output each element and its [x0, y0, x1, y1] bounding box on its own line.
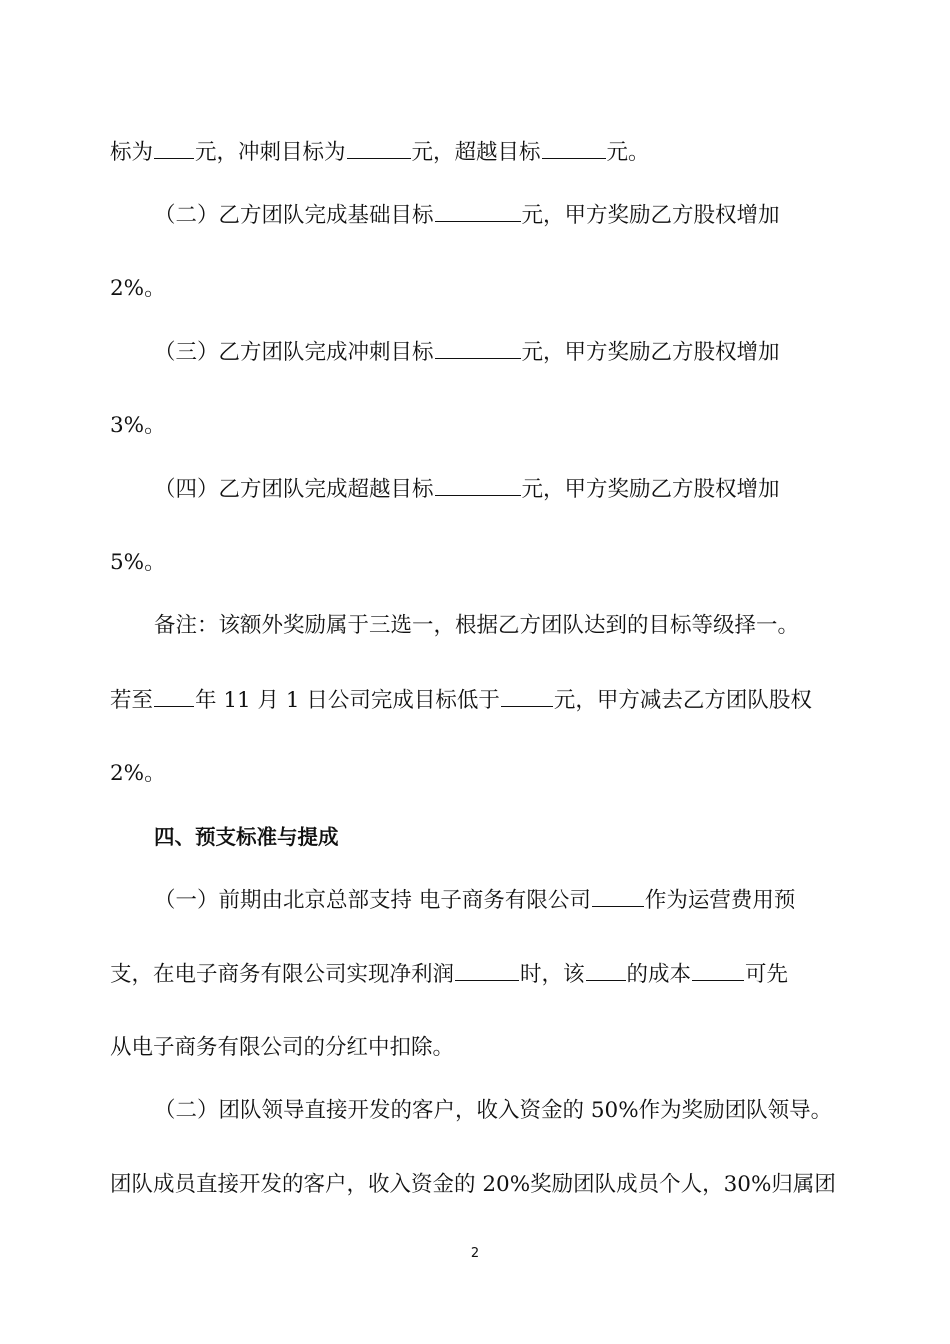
fill-blank — [586, 960, 626, 981]
text-line — [110, 686, 812, 715]
text: 的成本 — [626, 962, 692, 987]
text-line: 5%。 — [110, 550, 166, 575]
text: （四）乙方团队完成超越目标 — [154, 477, 434, 502]
text-line — [154, 475, 780, 504]
text-line: 3%。 — [110, 413, 166, 438]
text-line: 2%。 — [110, 276, 166, 301]
fill-blank — [501, 686, 553, 707]
fill-blank — [347, 138, 411, 159]
fill-blank — [154, 686, 194, 707]
text: （一）前期由北京总部支持 电子商务有限公司 — [154, 888, 591, 913]
text-line — [154, 338, 780, 367]
fill-blank — [435, 201, 521, 222]
fill-blank — [592, 886, 644, 907]
text: 可先 — [745, 962, 789, 987]
text: 元，冲刺目标为 — [195, 140, 346, 165]
text-line — [110, 138, 650, 167]
text: 作为运营费用预 — [644, 888, 796, 913]
fill-blank — [692, 960, 744, 981]
text: 元，超越目标 — [411, 140, 541, 165]
text: 年 11 月 1 日公司完成目标低于 — [195, 688, 500, 713]
fill-blank — [435, 475, 521, 496]
section-heading: 四、预支标准与提成 — [154, 825, 339, 849]
text: 标为 — [110, 140, 154, 165]
text: 支，在电子商务有限公司实现净利润 — [110, 962, 455, 987]
text: 元，甲方减去乙方团队股权 — [553, 688, 812, 713]
text-line — [110, 960, 788, 989]
text: 元，甲方奖励乙方股权增加 — [521, 340, 780, 365]
text: （二）乙方团队完成基础目标 — [154, 203, 434, 228]
text-line: （二）团队领导直接开发的客户，收入资金的 50%作为奖励团队领导。 — [154, 1098, 833, 1123]
page-number: 2 — [470, 1246, 480, 1261]
text: （三）乙方团队完成冲刺目标 — [154, 340, 434, 365]
text: 元。 — [606, 140, 650, 165]
text-line: 从电子商务有限公司的分红中扣除。 — [110, 1035, 455, 1060]
text: 元，甲方奖励乙方股权增加 — [521, 477, 780, 502]
text: 若至 — [110, 688, 154, 713]
text-line — [154, 886, 795, 915]
text: 元，甲方奖励乙方股权增加 — [521, 203, 780, 228]
text-line: 团队成员直接开发的客户，收入资金的 20%奖励团队成员个人，30%归属团 — [110, 1172, 836, 1197]
fill-blank — [154, 138, 194, 159]
text-line: 备注：该额外奖励属于三选一，根据乙方团队达到的目标等级择一。 — [154, 613, 800, 638]
fill-blank — [435, 338, 521, 359]
text-line — [154, 201, 780, 230]
text-line: 2%。 — [110, 761, 166, 786]
text: 时，该 — [520, 962, 585, 987]
fill-blank — [542, 138, 606, 159]
fill-blank — [455, 960, 519, 981]
